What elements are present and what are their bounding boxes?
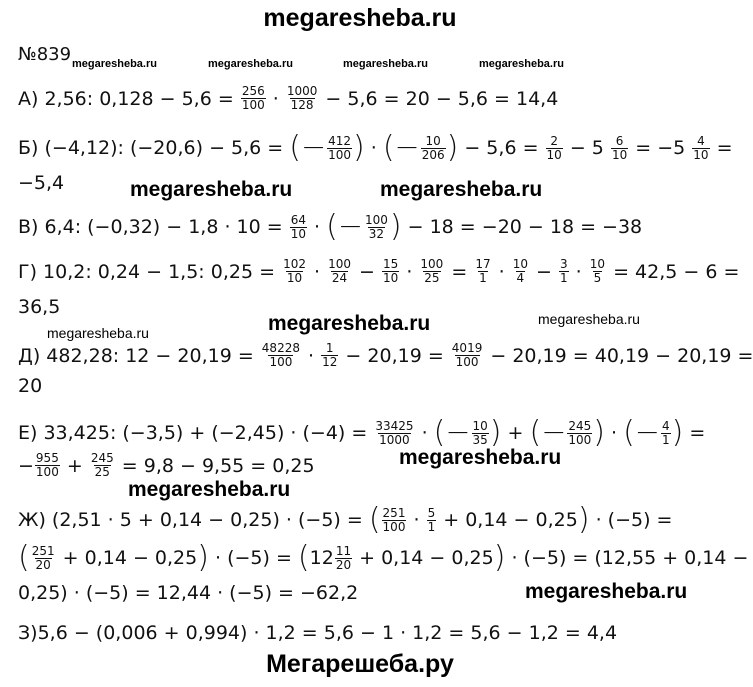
solution-line-e-cont: − $\frac{955}{100}$ + $\frac{245}{25}$ = 9,8 − 9,55 = 0,25 — [18, 451, 315, 479]
fraction: $\frac{64}{10}$ — [290, 212, 306, 241]
watermark: megaresheba.ru — [525, 580, 688, 603]
solution-line-e: Е) 33,425: (−3,5) + (−2,45) · (−4) = $\frac{33425}{1000}$ · (− $\frac{10}{35}$ ) + (− $\frac{245}{100}$ ) · (− $\frac{4}{1}$ ) = — [18, 415, 706, 450]
watermark: megaresheba.ru — [343, 58, 428, 70]
fraction: $\frac{5}{1}$ — [427, 505, 436, 534]
solution-line-zh-cont: ( $\frac{251}{20}$ + 0,14 − 0,25 ) · (−5) = ( 12 $\frac{11}{20}$ + 0,14 − 0,25 ) · (−5) = (12,55 + 0,14 − — [18, 540, 749, 575]
problem-number: №839 — [18, 44, 72, 65]
fraction: $\frac{102}{10}$ — [283, 257, 306, 285]
solution-line-d-cont: 20 — [18, 375, 43, 397]
watermark: megaresheba.ru — [128, 478, 291, 501]
fraction: $\frac{4}{1}$ — [661, 418, 670, 447]
solution-line-zh-cont2: 0,25) · (−5) = 12,44 · (−5) = −62,2 — [18, 582, 359, 604]
solution-line-b: Б) (−4,12): (−20,6) − 5,6 = (− $\frac{412}{100}$ ) · (− $\frac{10}{206}$ ) − 5,6 = $\frac{2}{10}$ − 5 $\frac{6}{10}$ = −5 $\frac{4}{10}$ = — [18, 130, 733, 165]
fraction: $\frac{2}{10}$ — [546, 133, 562, 162]
fraction: $\frac{10}{5}$ — [589, 257, 606, 285]
fraction: $\frac{6}{10}$ — [611, 133, 628, 162]
expr-text: А) 2,56: 0,128 − 5,6 = — [18, 87, 240, 110]
fraction: $\frac{48228}{100}$ — [261, 341, 300, 369]
watermark: megaresheba.ru — [47, 325, 149, 341]
fraction: $\frac{17}{1}$ — [475, 257, 491, 285]
watermark: megaresheba.ru — [479, 58, 564, 70]
fraction: $\frac{15}{10}$ — [383, 257, 399, 285]
fraction: $\frac{33425}{1000}$ — [375, 418, 414, 447]
fraction: $\frac{10}{206}$ — [421, 133, 445, 162]
solution-line-g: Г) 10,2: 0,24 − 1,5: 0,25 = $\frac{102}{10}$ · $\frac{100}{24}$ − $\frac{15}{10}$ · $\frac{100}{25}$ = $\frac{17}{1}$ · $\frac{10}{4}$ − $\frac{3}{1}$ · $\frac{10}{5}$ = 42,5 − 6 = — [18, 257, 740, 285]
solution-line-zh: Ж) (2,51 · 5 + 0,14 − 0,25) · (−5) = ( $\frac{251}{100}$ · $\frac{5}{1}$ + 0,14 − 0,25 ) · (−5) = — [18, 502, 673, 537]
watermark: megaresheba.ru — [268, 312, 431, 335]
site-footer: Мегарешеба.ру — [266, 650, 454, 678]
watermark: megaresheba.ru — [208, 58, 293, 70]
fraction: $\frac{1000}{128}$ — [286, 84, 318, 112]
watermark: megaresheba.ru — [380, 178, 543, 201]
watermark: megaresheba.ru — [538, 311, 640, 327]
fraction: $\frac{3}{1}$ — [560, 257, 568, 285]
fraction: $\frac{4019}{100}$ — [451, 341, 483, 369]
fraction: $\frac{11}{20}$ — [335, 543, 352, 572]
fraction: $\frac{4}{10}$ — [693, 133, 709, 162]
site-header: megaresheba.ru — [263, 4, 457, 32]
fraction: $\frac{251}{100}$ — [382, 505, 406, 534]
fraction: $\frac{10}{35}$ — [472, 418, 488, 447]
solution-line-z: З)5,6 − (0,006 + 0,994) · 1,2 = 5,6 − 1 · 1,2 = 5,6 − 1,2 = 4,4 — [18, 622, 618, 644]
fraction: $\frac{10}{4}$ — [512, 257, 528, 285]
fraction: $\frac{100}{32}$ — [364, 212, 388, 241]
solution-line-b-cont: −5,4 — [18, 172, 65, 194]
fraction: $\frac{412}{100}$ — [328, 133, 351, 162]
fraction: $\frac{245}{100}$ — [568, 418, 592, 447]
fraction: $\frac{256}{100}$ — [241, 84, 265, 112]
solution-line-a: А) 2,56: 0,128 − 5,6 = $\frac{256}{100}$ · $\frac{1000}{128}$ − 5,6 = 20 − 5,6 = 14,4 — [18, 84, 559, 112]
watermark: megaresheba.ru — [72, 58, 157, 70]
fraction: $\frac{955}{100}$ — [35, 451, 59, 479]
solution-line-g-cont: 36,5 — [18, 296, 61, 318]
fraction: $\frac{100}{25}$ — [420, 257, 444, 285]
fraction: $\frac{1}{12}$ — [322, 341, 338, 369]
watermark: megaresheba.ru — [399, 446, 562, 469]
fraction: $\frac{245}{25}$ — [90, 451, 114, 479]
fraction: $\frac{251}{20}$ — [31, 543, 55, 572]
fraction: $\frac{100}{24}$ — [328, 257, 351, 285]
solution-line-d: Д) 482,28: 12 − 20,19 = $\frac{48228}{100}$ · $\frac{1}{12}$ − 20,19 = $\frac{4019}{100}$ − 20,19 = 40,19 − 20,19 = — [18, 341, 753, 369]
solution-line-v: В) 6,4: (−0,32) − 1,8 · 10 = $\frac{64}{10}$ · (− $\frac{100}{32}$ ) − 18 = −20 − 18 = −38 — [18, 209, 643, 244]
watermark: megaresheba.ru — [130, 178, 293, 201]
